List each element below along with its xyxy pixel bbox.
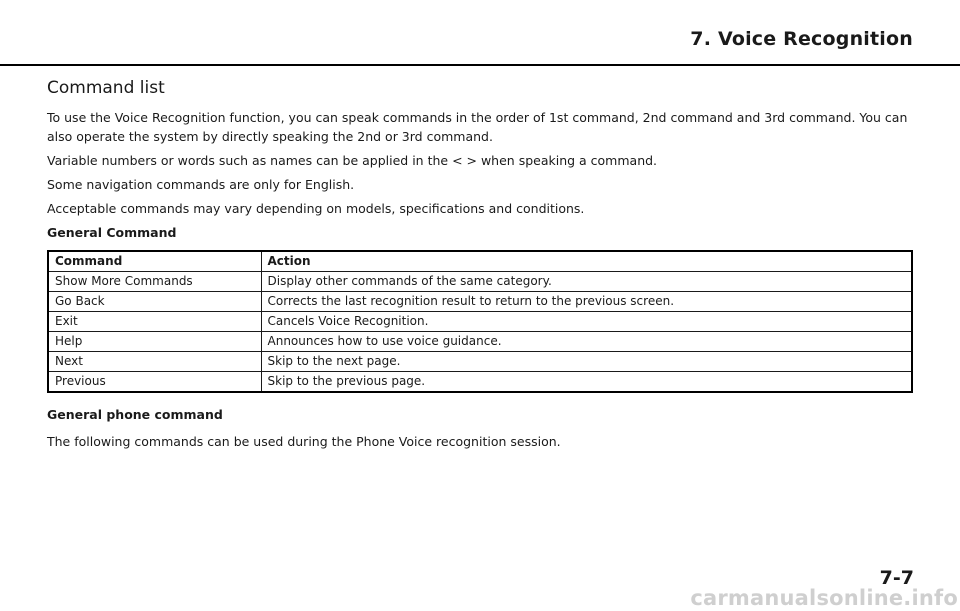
command-cell: Show More Commands — [48, 272, 261, 292]
column-header-command: Command — [48, 251, 261, 272]
table-row — [48, 352, 912, 372]
table-row — [48, 332, 912, 352]
action-cell: Skip to the previous page. — [261, 372, 912, 393]
command-cell: Previous — [48, 372, 261, 393]
general-command-table — [47, 250, 913, 393]
acceptable-commands-paragraph: Acceptable commands may vary depending on models, specifications and conditions. — [47, 201, 585, 216]
page-number: 7-7 — [879, 567, 914, 589]
action-cell: Cancels Voice Recognition. — [261, 312, 912, 332]
english-note-paragraph: Some navigation commands are only for English. — [47, 177, 355, 192]
header-divider — [0, 64, 960, 66]
command-cell: Go Back — [48, 292, 261, 312]
chapter-title: 7. Voice Recognition — [690, 28, 913, 50]
table-header-row — [48, 251, 912, 272]
section-heading: Command list — [47, 78, 165, 98]
action-cell: Corrects the last recognition result to return to the previous screen. — [261, 292, 912, 312]
table-row — [48, 292, 912, 312]
page-content — [47, 78, 913, 456]
intro-paragraph: To use the Voice Recognition function, you can speak commands in the order of 1st command, 2nd command and 3rd command. You can also operate the system by directly speaking the 2nd or 3rd command. — [47, 110, 908, 144]
action-cell: Skip to the next page. — [261, 352, 912, 372]
general-phone-command-heading: General phone command — [47, 407, 223, 422]
phone-command-paragraph: The following commands can be used during the Phone Voice recognition session. — [47, 434, 561, 449]
table-row — [48, 312, 912, 332]
command-cell: Help — [48, 332, 261, 352]
variable-note-paragraph: Variable numbers or words such as names can be applied in the < > when speaking a command. — [47, 153, 658, 168]
column-header-action: Action — [261, 251, 912, 272]
command-cell: Exit — [48, 312, 261, 332]
watermark-text: carmanualsonline.info — [690, 586, 958, 610]
general-command-heading: General Command — [47, 225, 177, 240]
command-cell: Next — [48, 352, 261, 372]
table-row — [48, 372, 912, 393]
action-cell: Announces how to use voice guidance. — [261, 332, 912, 352]
action-cell: Display other commands of the same category. — [261, 272, 912, 292]
table-row — [48, 272, 912, 292]
